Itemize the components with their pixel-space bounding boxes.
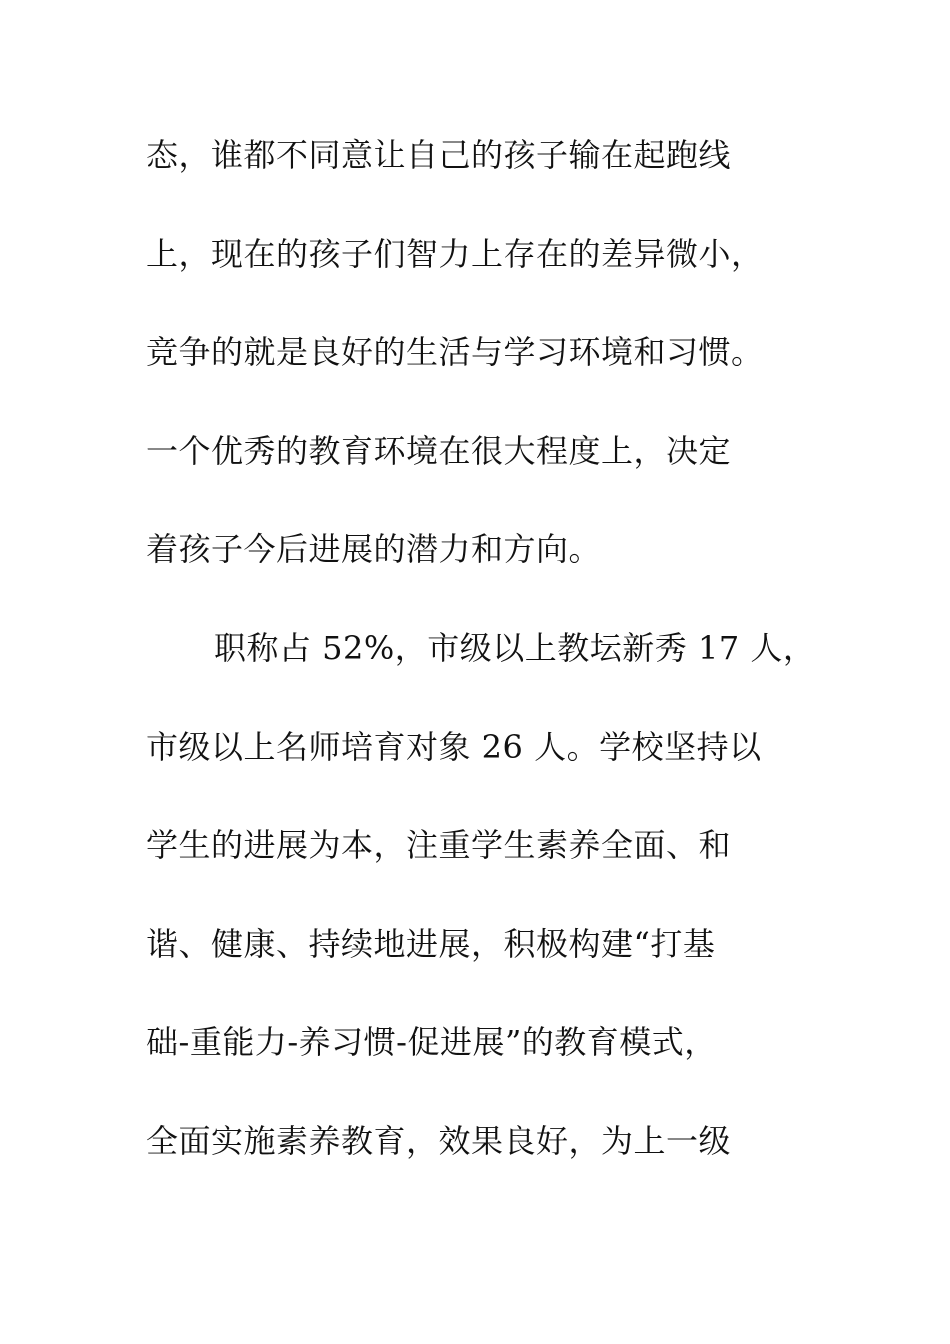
text-line: 着孩子今后进展的潜力和方向。 [146, 530, 602, 568]
text-line: 一个优秀的教育环境在很大程度上，决定 [146, 432, 732, 470]
text-line: 学生的进展为本，注重学生素养全面、和 [146, 826, 732, 864]
paragraph-first-line: 职称占 52%，市级以上教坛新秀 17 人， [214, 629, 816, 667]
text-line: 上，现在的孩子们智力上存在的差异微小， [146, 235, 764, 273]
text-line: 市级以上名师培育对象 26 人。学校坚持以 [146, 728, 762, 766]
text-line: 态，谁都不同意让自己的孩子输在起跑线 [146, 136, 732, 174]
text-line: 竞争的就是良好的生活与学习环境和习惯。 [146, 333, 764, 371]
text-line: 谐、健康、持续地进展，积极构建“打基 [146, 925, 716, 963]
text-line: 全面实施素养教育，效果良好，为上一级 [146, 1122, 732, 1160]
text-line: 础-重能力-养习惯-促进展”的教育模式， [146, 1023, 717, 1061]
